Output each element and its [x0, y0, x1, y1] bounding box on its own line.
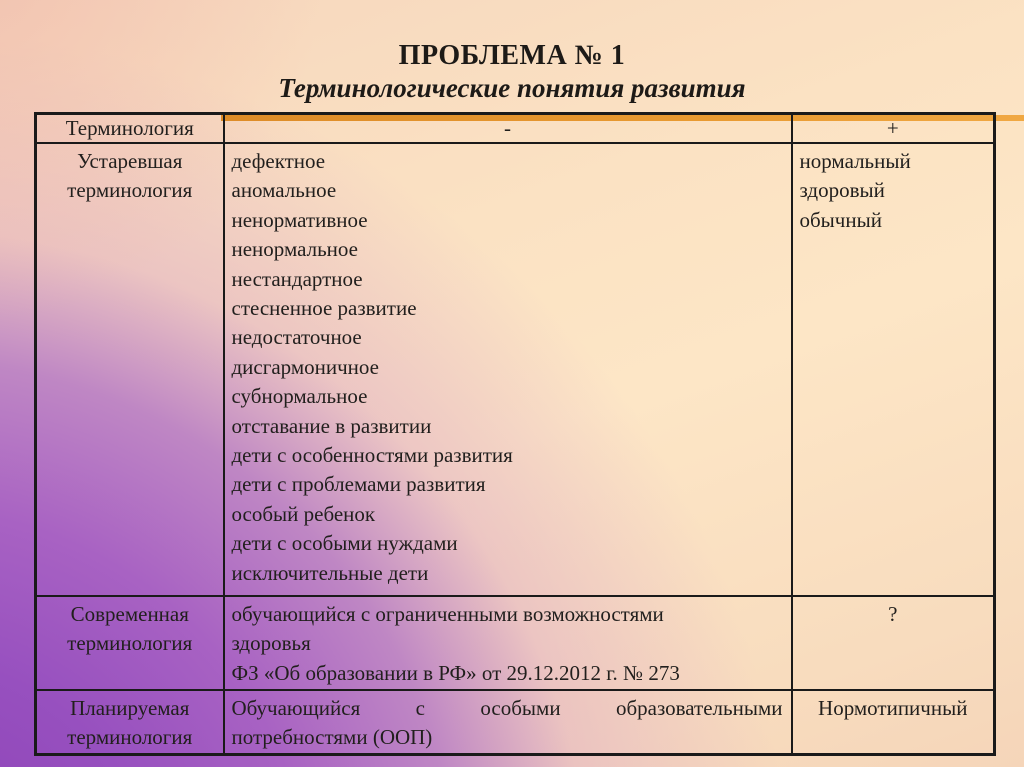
- table-cell-line: дети с особыми нуждами: [231, 531, 458, 556]
- table-cell-line: ненормальное: [231, 237, 359, 262]
- table-row-modern: [36, 596, 995, 690]
- planned-negative-terms: [224, 690, 792, 754]
- table-cell-line: дети с особенностями развития: [231, 443, 513, 468]
- table-cell-line: обучающийся с ограниченными возможностями: [231, 602, 664, 626]
- table-cell-line: отставание в развитии: [231, 413, 432, 438]
- header-cell-negative: -: [224, 114, 792, 144]
- table-cell-line: нестандартное: [231, 266, 363, 291]
- slide-subtitle: Терминологические понятия развития: [278, 73, 746, 103]
- table-header-row: [36, 114, 995, 144]
- table-cell-line: обычный: [799, 207, 882, 232]
- row-label-modern: Современная терминология: [36, 596, 224, 690]
- header-cell-positive: +: [792, 114, 995, 144]
- terminology-table: [34, 112, 996, 756]
- modern-positive-terms: [792, 596, 995, 690]
- table-cell-line: Нормотипичный: [818, 696, 968, 720]
- table-cell-line: субнормальное: [231, 384, 368, 409]
- table-cell-line: дети с проблемами развития: [231, 472, 486, 497]
- table-cell-line: дисгармоничное: [231, 354, 380, 379]
- obsolete-positive-terms: [792, 143, 995, 596]
- table-row-planned: [36, 690, 995, 754]
- table-cell-line: стесненное развитие: [231, 296, 417, 321]
- table-cell-line: потребностями (ООП): [231, 725, 433, 750]
- table-cell-line: недостаточное: [231, 325, 362, 350]
- table-cell-line: здоровый: [799, 178, 885, 203]
- modern-negative-terms: [224, 596, 792, 690]
- slide-title: ПРОБЛЕМА № 1: [398, 40, 626, 71]
- row-label-planned: Планируемая терминология: [36, 690, 224, 754]
- table-cell-line: здоровья: [231, 631, 311, 656]
- obsolete-negative-terms: [224, 143, 792, 596]
- table-cell-line: ?: [888, 602, 898, 626]
- table-cell-line: аномальное: [231, 178, 337, 203]
- table-cell-line: Обучающийся с особыми образовательными: [231, 696, 783, 720]
- slide-heading: [0, 40, 1024, 104]
- table-cell-line: ФЗ «Об образовании в РФ» от 29.12.2012 г. № 273: [231, 660, 680, 685]
- table-cell-line: нормальный: [799, 149, 911, 173]
- table-cell-line: исключительные дети: [231, 560, 429, 585]
- row-label-obsolete: Устаревшая терминология: [36, 143, 224, 596]
- table-cell-line: особый ребенок: [231, 501, 376, 526]
- table-row-obsolete: [36, 143, 995, 596]
- planned-positive-terms: [792, 690, 995, 754]
- table-cell-line: дефектное: [231, 149, 326, 173]
- table-cell-line: ненормативное: [231, 207, 368, 232]
- header-cell-terminology: Терминология: [36, 114, 224, 144]
